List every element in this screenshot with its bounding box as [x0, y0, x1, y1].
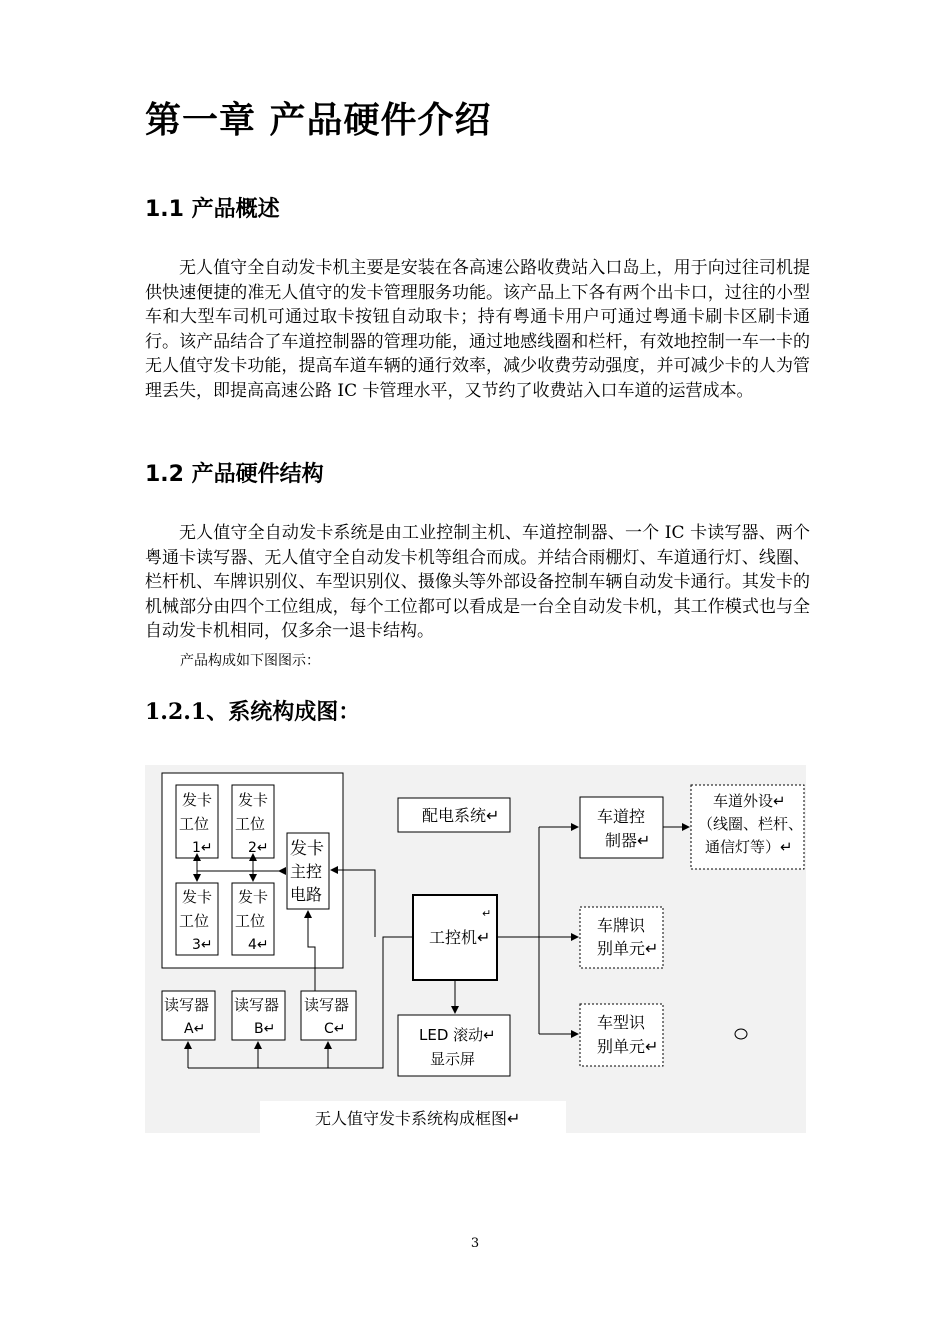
plate-label-1: 车牌识 [597, 916, 646, 935]
reader-a-box [162, 991, 215, 1040]
station-1-label-2: 工位 [179, 815, 210, 833]
ipc-label: 工控机↵ [429, 928, 491, 947]
diagram-caption: 无人值守发卡系统构成框图↵ [315, 1109, 521, 1128]
main-control-box [287, 833, 329, 909]
station-3-label-2: 工位 [179, 912, 210, 930]
section-heading-system-diagram: 1.2.1、系统构成图： [145, 699, 361, 725]
station-1-box [176, 785, 218, 858]
chapter-title: 第一章 产品硬件介绍 [145, 100, 492, 141]
lane-controller-label-2: 制器↵ [605, 831, 651, 850]
vehicle-type-recognition-box [580, 1004, 663, 1066]
lane-controller-label-1: 车道控 [597, 807, 646, 826]
peripherals-label-1: 车道外设↵ [713, 792, 786, 810]
station-4-number: 4↵ [248, 937, 269, 953]
reader-a-label: 读写器 [164, 996, 210, 1014]
main-control-label-2: 主控 [290, 862, 323, 881]
page-number: 3 [470, 1236, 480, 1251]
figure-intro-note: 产品构成如下图图示： [180, 653, 320, 669]
peripherals-label-2: （线圈、栏杆、 [698, 815, 804, 833]
station-3-label-1: 发卡 [182, 888, 213, 906]
reader-c-label: 读写器 [304, 996, 350, 1014]
station-1-label-1: 发卡 [182, 791, 213, 809]
station-2-label-1: 发卡 [238, 791, 269, 809]
station-2-number: 2↵ [248, 840, 269, 856]
reader-b-box [232, 991, 285, 1040]
led-display-box [398, 1015, 510, 1076]
station-4-label-2: 工位 [235, 912, 266, 930]
main-control-label-1: 发卡 [290, 839, 324, 859]
peripherals-label-3: 通信灯等）↵ [705, 838, 793, 856]
hardware-paragraph: 无人值守全自动发卡系统是由工业控制主机、车道控制器、一个 IC 卡读写器、两个粤通卡读写器、无人值守全自动发卡机等组合而成。并结合雨棚灯、车道通行灯、线圈、栏杆机、车牌识别仪、车型识别仪、摄像头等外部设备控制车辆自动发卡通行。其发卡的机械部分由四个工位组成，每个工位都可以看成是一台全自动发卡机，其工作模式也与全自动发卡机相同，仅多余一退卡结构。 [145, 523, 810, 641]
station-2-box [232, 785, 274, 858]
vtype-label-2: 别单元↵ [597, 1037, 659, 1056]
lane-peripherals-box [691, 785, 804, 869]
power-system-label: 配电系统↵ [422, 806, 500, 825]
section-heading-overview: 1.1 产品概述 [145, 197, 280, 222]
reader-c-id: C↵ [324, 1021, 346, 1037]
ipc-box [413, 895, 497, 980]
station-3-box [176, 883, 218, 955]
plate-recognition-box [580, 907, 663, 968]
reader-a-id: A↵ [184, 1021, 206, 1037]
led-label-1: LED 滚动↵ [419, 1026, 496, 1044]
reader-b-id: B↵ [254, 1021, 276, 1037]
ipc-mark: ↵ [482, 907, 492, 920]
vtype-label-1: 车型识 [597, 1013, 646, 1032]
plate-label-2: 别单元↵ [597, 939, 659, 958]
reader-c-box [301, 991, 356, 1040]
main-control-label-3: 电路 [290, 885, 323, 904]
lane-controller-box [580, 797, 663, 858]
section-heading-hardware: 1.2 产品硬件结构 [145, 462, 324, 487]
station-4-box [232, 883, 274, 955]
system-block-diagram [145, 765, 806, 1133]
station-4-label-1: 发卡 [238, 888, 269, 906]
station-3-number: 3↵ [192, 937, 213, 953]
overview-paragraph: 无人值守全自动发卡机主要是安装在各高速公路收费站入口岛上，用于向过往司机提供快速便捷的准无人值守的发卡管理服务功能。该产品上下各有两个出卡口，过往的小型车和大型车司机可通过取卡按钮自动取卡；持有粤通卡用户可通过粤通卡刷卡区刷卡通行。该产品结合了车道控制器的管理功能，通过地感线圈和栏杆，有效地控制一车一卡的无人值守发卡功能，提高车道车辆的通行效率，减少收费劳动强度，并可减少卡的人为管理丢失，即提高高速公路 IC 卡管理水平，又节约了收费站入口车道的运营成本。 [145, 258, 810, 401]
station-1-number: 1↵ [192, 840, 213, 856]
reader-b-label: 读写器 [234, 996, 280, 1014]
led-label-2: 显示屏 [430, 1050, 476, 1068]
power-system-box [398, 798, 510, 832]
station-2-label-2: 工位 [235, 815, 266, 833]
